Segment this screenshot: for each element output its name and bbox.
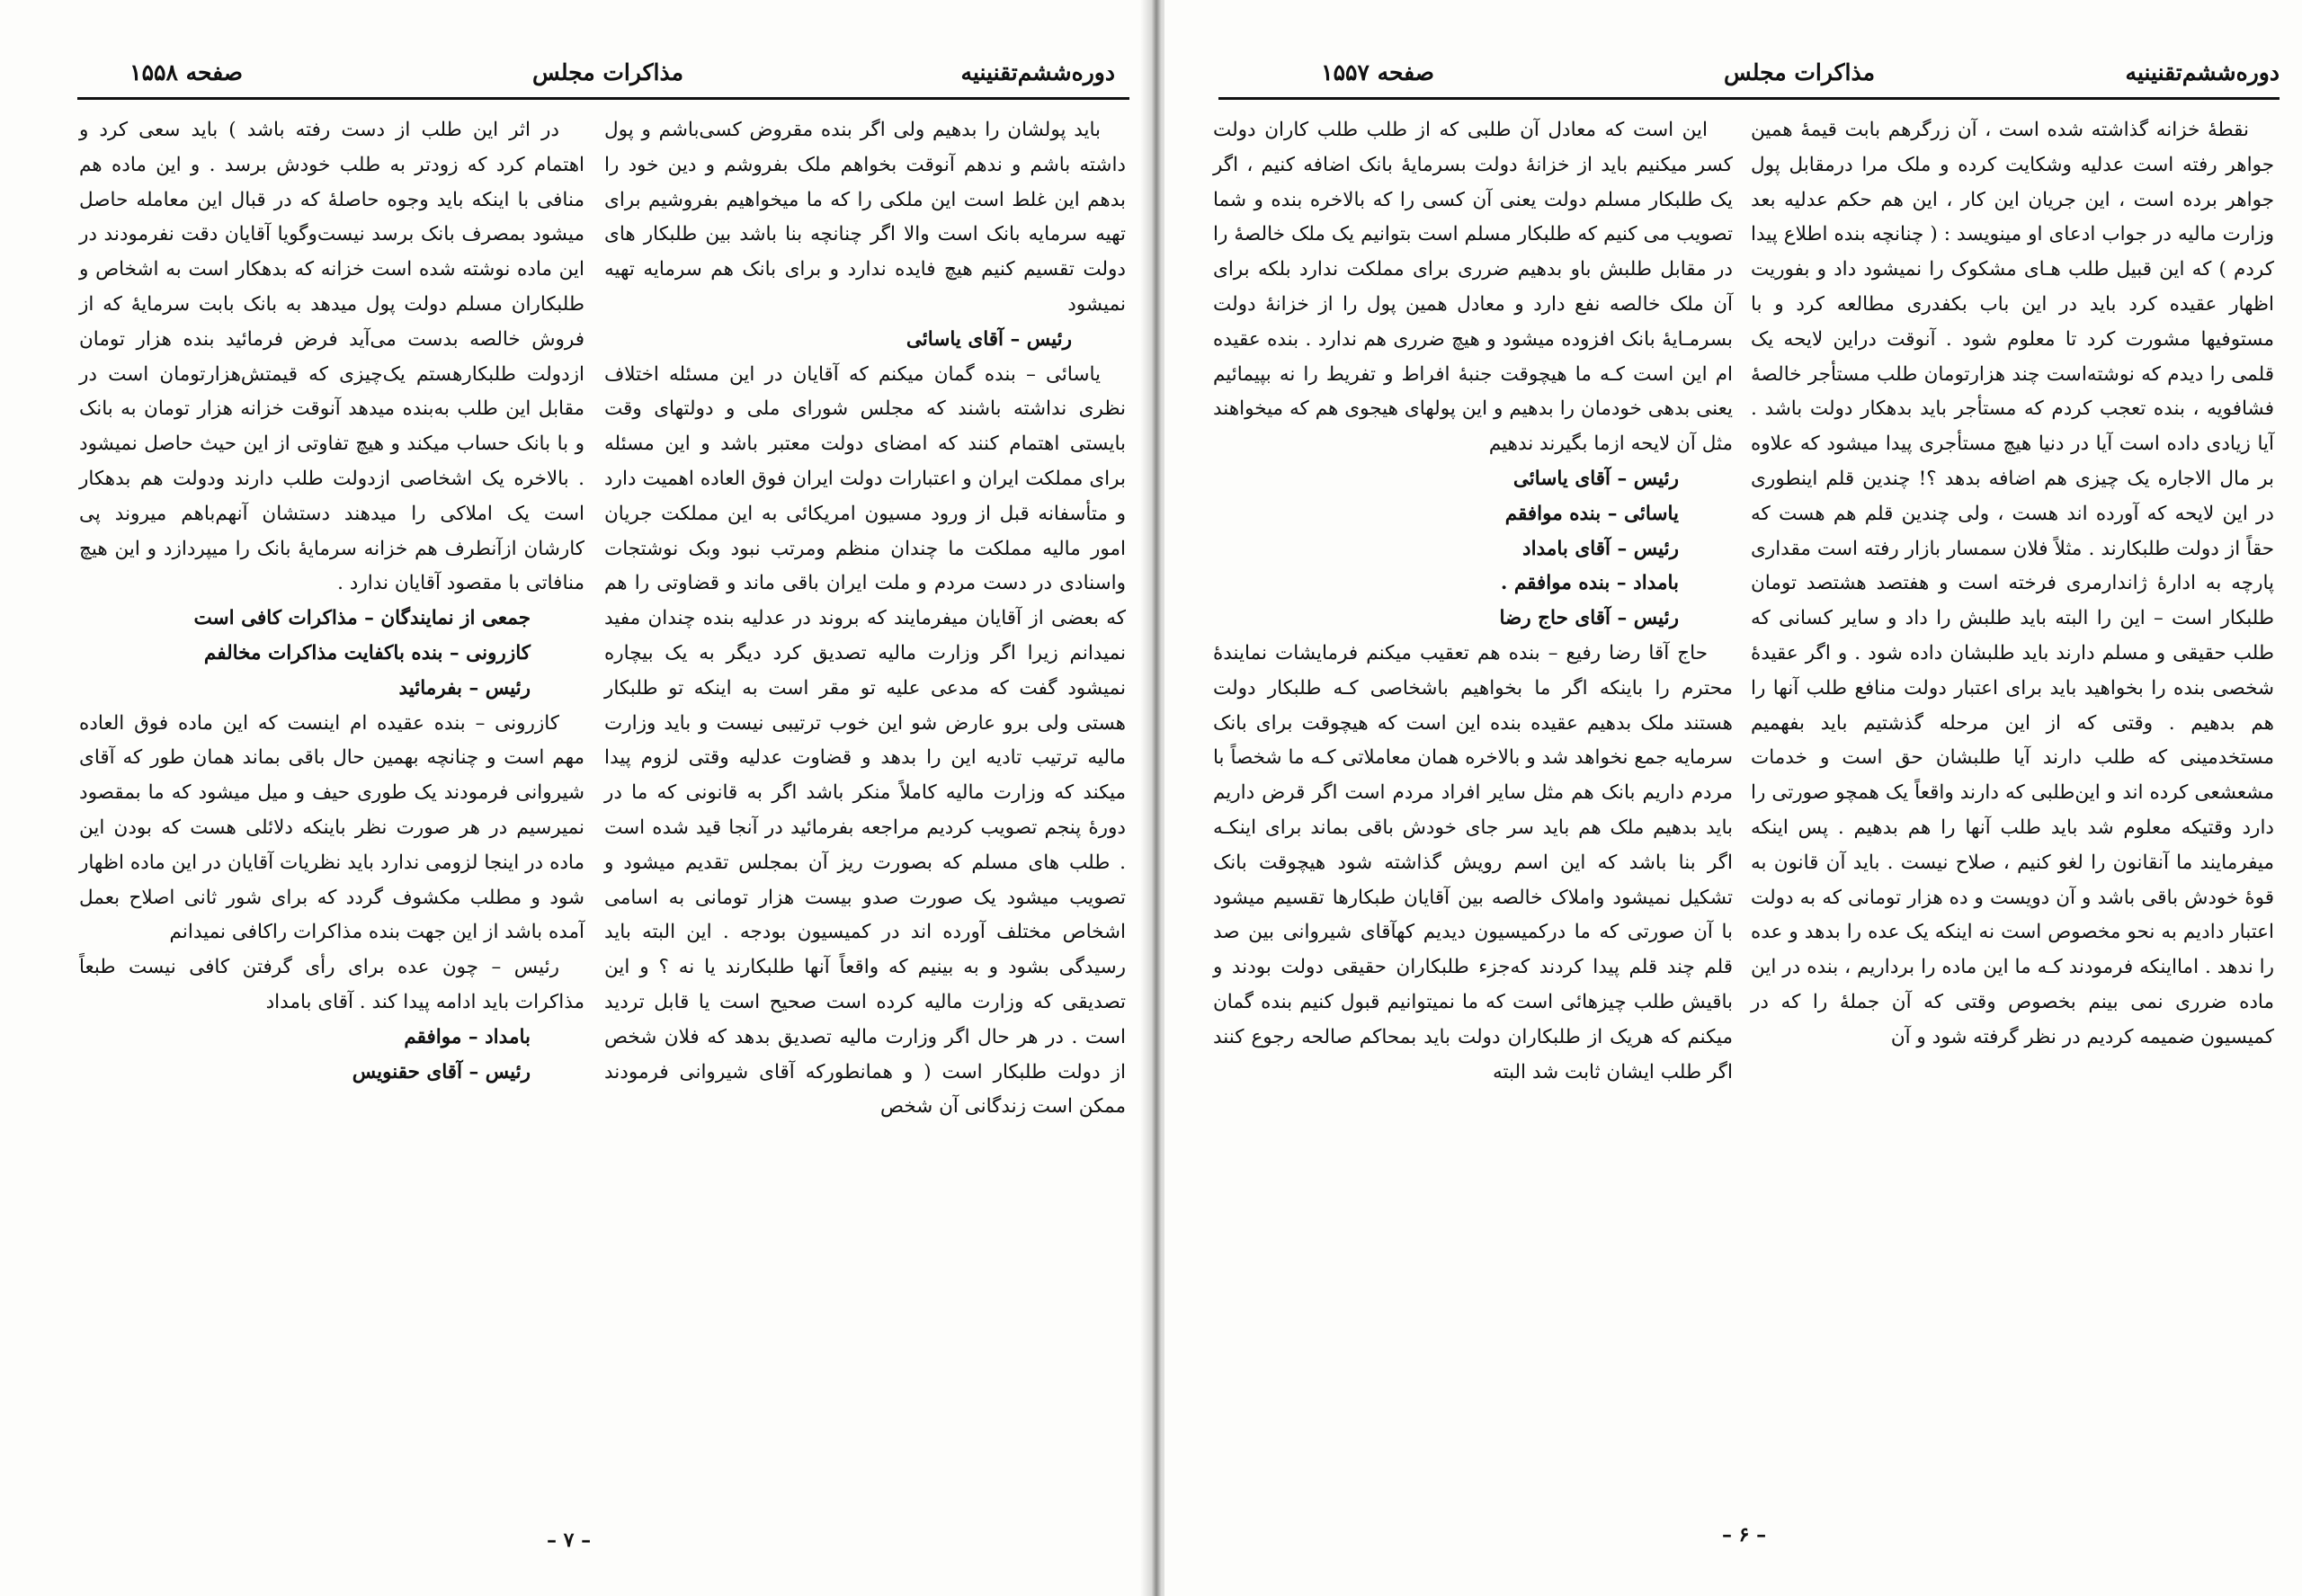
left-page-number: – ۷ – bbox=[547, 1529, 592, 1552]
paragraph: یاسائی – بنده گمان میکنم که آقایان در این مسئله اختلاف نظری نداشته باشند که مجلس شورای ملی و دولتهای وقت بایستی اهتمام کنند که امضای دولت معتبر باشد و این مسئله برای مملکت ایران و اعتبارات دولت ایران فوق العاده اهمیت دارد و متأسفانه قبل از ورود مسیون امریکائی به این مملکت جریان امور مالیه مملکت ما چندان منظم ومرتب نبود وبک نوشتجات واسنادی در دست مردم و ملت ایران باقی ماند و قضاوتی را هم که بعضی از آقایان میفرمایند که بروند در عدلیه بنده چندان مفید نمیدانم زیرا اگر وزارت مالیه تصدیق کرد دیگر به یک بیچاره نمیشود گفت که مدعی علیه تو مقر است به اینکه تو طلبکار هستی ولی برو عارض شو این خوب ترتیبی نیست و باید وزارت مالیه ترتیب تادیه این را بدهد و قضاوت عدلیه وقتی لزوم پیدا میکند که وزارت مالیه کاملاً منکر باشد اگر به قانونی که ما در دورهٔ پنجم تصویب کردیم مراجعه بفرمائید در آنجا قید شده است . طلب های مسلم که بصورت ریز آن بمجلس تقدیم میشود و تصویب میشود یک صورت صدو بیست هزار تومانی به اسامی اشخاص مختلف آورده اند در کمیسیون بودجه . این البته باید رسیدگی بشود و به بینیم که واقعاً آنها طلبکارند یا نه ؟ و این تصدیقی که وزارت مالیه کرده است صحیح است یا قابل تردید است . در هر حال اگر وزارت مالیه تصدیق بدهد که فلان شخص از دولت طلبکار است ( و همانطورکه آقای شیروانی فرمودند ممکن است زندگانی آن شخص bbox=[604, 362, 1126, 1119]
left-page-header bbox=[72, 56, 1133, 95]
speaker-line: بامداد – بنده موافقم . bbox=[1500, 572, 1679, 595]
right-title: مذاکرات مجلس bbox=[1723, 59, 1875, 85]
speaker-line: یاسائی – بنده موافقم bbox=[1504, 502, 1679, 525]
paragraph: نقطهٔ خزانه گذاشته شده است ، آن زرگرهم بابت قیمهٔ همین جواهر رفته است عدلیه وشکایت کرده و ملک مرا درمقابل پول جواهر برده است ، این جریان این کار ، این هم حکم عدلیه بعد وزارت مالیه در جواب ادعای او مینویسد : ( چنانچه بنده اطلاع پیدا کردم ) که این قبیل طلب هـای مشکوک را نمیشود داد و بفوریت اظهار عقیده کرد باید در این باب بکفدری مطالعه کرد و با مستوفیها مشورت کرد تا معلوم شود . آنوقت دراین لایحه یک قلمی را دیدم که نوشته‌است چند هزارتومان طلب مستأجر خالصهٔ فشافویه ، بنده تعجب کردم که مستأجر باید بدهکار دولت باشد . آیا زیادی داده است آیا در دنیا هیچ مستأجری پیدا میشود که علاوه بر مال الاجاره یک چیزی هم اضافه بدهد ؟! چندین قلم اینطوری در این لایحه که آورده اند هست ، ولی چندین قلم هم هست که حقاً از دولت طلبکارند . مثلاً فلان سمسار بازار رفته است مقداری پارچه به ادارهٔ ژاندارمری فرخته است و هفتصد هشتصد تومان طلبکار است – این را البته باید طلبش را داد و سایر کسانی که طلب حقیقی و مسلم دارند باید طلبشان داده شود . و اگر عقیدهٔ شخصی بنده را بخواهید باید برای اعتبار دولت منافع طلب آنها را هم بدهیم . وقتی که از این مرحله گذشتیم باید بفهمیم مستخدمینی که طلب دارند آیا طلبشان حق است و خدمات مشعشعی کرده اند و این‌طلبی که دارند واقعاً یک همچو صورتی را دارد وقتیکه معلوم شد باید طلب آنها را هم بدهیم . پس اینکه میفرمایند ما آنقانون را لغو کنیم ، صلاح نیست . باید آن قانون به قوهٔ خودش باقی باشد و آن دویست و ده هزار تومانی که به دولت اعتبار دادیم به نحو مخصوص است نه اینکه یک عده را بدهد و عده را ندهد . امااینکه فرمودند کـه ما این ماده را برداریم ، بنده در این ماده ضرری نمی بینم بخصوص وقتی که آن جملهٔ را که در کمیسیون ضمیمه کردیم در نظر گرفته شود و آن bbox=[1751, 119, 2275, 1048]
speaker-line: رئیس – آقای یاسائی bbox=[1512, 467, 1679, 490]
paragraph: حاج آقا رضا رفیع – بنده هم تعقیب میکنم فرمایشات نمایندهٔ محترم را باینکه اگر ما بخواهیم باشخاصی کـه طلبکار دولت هستند ملک بدهیم عقیده بنده این است که هیچوقت برای بانک سرمایه جمع نخواهد شد و بالاخره همان معاملاتی کـه ما شخصاً با مردم داریم بانک هم مثل سایر افراد مردم است اگر قرض داریم باید بدهیم ملک هم باید سر جای خودش باقی بماند برای اینکـه اگر بنا باشد که این اسم رویش گذاشته شود هیچوقت بانک تشکیل نمیشود واملاک خالصه بین آقایان طبکارها تقسیم میشود با آن صورتی که ما درکمیسیون دیدیم کهآقای شیروانی بین صد قلم چند قلم پیدا کردند که‌جزء طلبکاران حقیقی دولت بودند و باقیش طلب چیزهائی است که ما نمیتوانیم قبول کنیم بنده گمان میکنم که هریک از طلبکاران دولت باید بمحاکم صالحه رجوع کنند اگر طلب ایشان ثابت شد البته bbox=[1213, 641, 1733, 1083]
paragraph: کازرونی – بنده عقیده ام اینست که این ماده فوق العاده مهم است و چنانچه بهمین حال باقی بماند همان طور که آقای شیروانی فرمودند یک طوری حیف و میل میشود که ما بمقصود نمیرسیم در هر صورت نظر باینکه دلائلی هست که بودن این ماده در اینجا لزومی ندارد باید نظریات آقایان در این ماده اظهار شود و مطلب مکشوف گردد که برای شور ثانی اصلاح بعمل آمده باشد از این جهت بنده مذاکرات راکافی نمیدانم bbox=[79, 711, 584, 944]
speaker-line: کازرونی – بنده باکفایت مذاکرات مخالفم bbox=[203, 641, 531, 664]
paragraph: رئیس – چون عده برای رأی گرفتن کافی نیست طبعاً مذاکرات باید ادامه پیدا کند . آقای بامداد bbox=[79, 956, 584, 1013]
left-session-label: دوره‌ششم‌تقنینیه bbox=[960, 59, 1115, 85]
right-page-left-column bbox=[1213, 113, 1733, 1090]
right-page bbox=[1164, 0, 2302, 1596]
right-page-right-column bbox=[1751, 113, 2274, 1056]
paragraph: این است که معادل آن طلبی که از طلب طلب کاران دولت کسر میکنیم باید از خزانهٔ دولت بسرمایهٔ بانک اضافه کنیم ، اگر یک طلبکار مسلم دولت یعنی آن کسی را که بالاخره بنده و شما تصویب می کنیم که طلبکار مسلم است بتوانیم یک ملک خالصهٔ را در مقابل طلبش باو بدهیم ضرری برای مملکت ندارد بلکه برای آن ملک خالصه نفع دارد و معادل همین پول را از خزانهٔ دولت بسرمـایهٔ بانک افزوده میشود و هیچ ضرری هم ندارد . بنده عقیده ام این است کـه ما هیچوقت جنبهٔ افراط و تفریط را نه بپیمائیم یعنی بدهی خودمان را بدهیم و این پولهای هیجوی هم که میخواهند مثل آن لایحه ازما بگیرند ندهیم bbox=[1213, 119, 1733, 456]
right-page-number: – ۶ – bbox=[1722, 1523, 1767, 1547]
speaker-line: رئیس – آقای حقنویس bbox=[352, 1060, 531, 1083]
speaker-line: رئیس – آقای بامداد bbox=[1522, 537, 1679, 560]
left-header-rule bbox=[77, 97, 1129, 100]
speaker-line: رئیس – بفرمائید bbox=[398, 676, 531, 700]
left-page-right-column bbox=[604, 113, 1126, 1125]
right-page-label: صفحه ۱۵۵۷ bbox=[1321, 59, 1434, 85]
speaker-line: رئیس – آقای حاج رضا bbox=[1499, 607, 1679, 630]
right-session-label: دوره‌ششم‌تقنینیه bbox=[2125, 59, 2280, 85]
speaker-line: بامداد – موافقم bbox=[404, 1025, 531, 1048]
right-header-rule bbox=[1218, 97, 2280, 100]
speaker-line: رئیس – آقای یاسائی bbox=[906, 327, 1072, 351]
speaker-line: جمعی از نمایندگان – مذاکرات کافی است bbox=[193, 607, 531, 630]
right-page-header bbox=[1218, 56, 2280, 95]
left-title: مذاکرات مجلس bbox=[531, 59, 683, 85]
left-page-left-column bbox=[79, 113, 584, 1090]
paragraph: باید پولشان را بدهیم ولی اگر بنده مقروض کسی‌باشم و پول داشته باشم و ندهم آنوقت بخواهم ملک بفروشم و دین خود را بدهم این غلط است این ملکی را که ما میخواهیم بفروشیم برای تهیه سرمایه بانک است والا اگر چنانچه بنا باشد بین طلبکار های دولت تقسیم کنیم هیچ فایده ندارد و برای بانک هم سرمایه تهیه نمیشود bbox=[604, 119, 1126, 316]
left-page-label: صفحه ۱۵۵۸ bbox=[129, 59, 243, 85]
paragraph: در اثر این طلب از دست رفته باشد ) باید سعی کرد و اهتمام کرد که زودتر به طلب خودش برسد . و این ماده هم منافی با اینکه باید وجوه حاصلهٔ که در قبال این معامله حاصل میشود بمصرف بانک برسد نیست‌وگویا آقایان دقت نفرمودند در این ماده نوشته شده است خزانه که بدهکار است به اشخاص و طلبکاران مسلم دولت پول میدهد به بانک بابت سرمایهٔ که از فروش خالصه بدست می‌آید فرض فرمائید بنده هزار تومان ازدولت طلبکارهستم یک‌چیزی که قیمتش‌هزارتومان است در مقابل این طلب به‌بنده میدهد آنوقت خزانه هزار تومان به بانک و با بانک حساب میکند و هیچ تفاوتی از این حیث حاصل نمیشود . بالاخره یک اشخاصی ازدولت طلب دارند ودولت هم بدهکار است یک املاکی را میدهند دستشان آنهم‌باهم میروند پی کارشان ازآنطرف هم خزانه سرمایهٔ بانک را میپردازد و این هیچ منافاتی با مقصود آقایان ندارد . bbox=[79, 119, 584, 595]
